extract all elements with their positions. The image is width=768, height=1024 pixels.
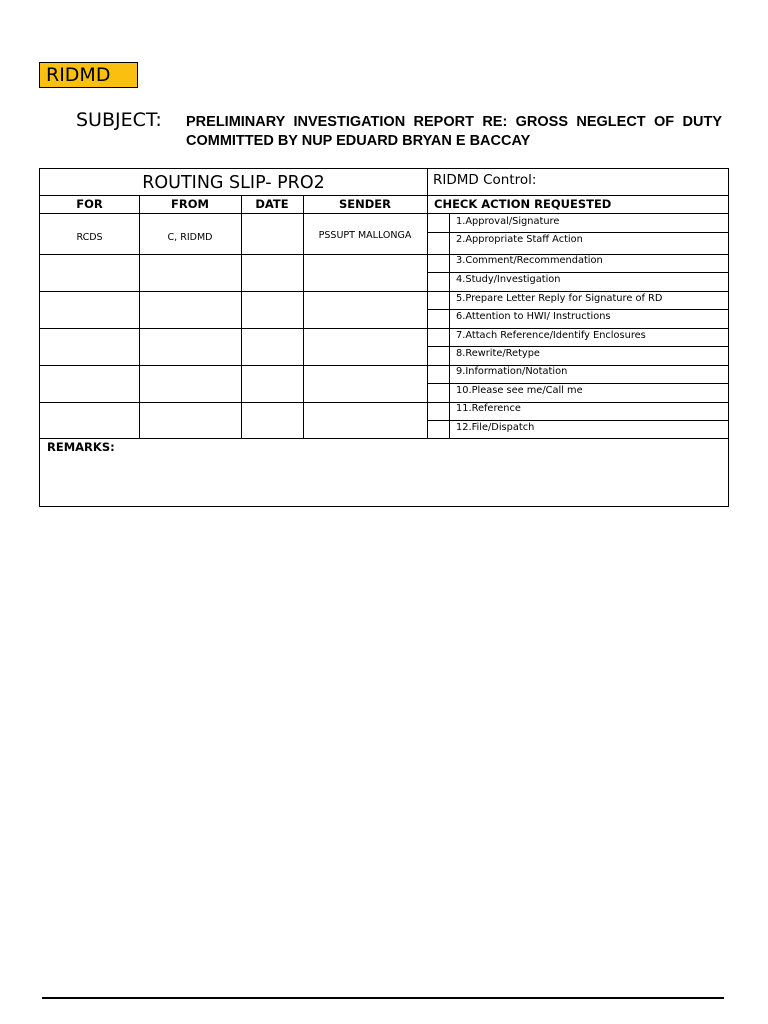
checkbox-column-divider	[449, 213, 450, 438]
control-number-label: RIDMD Control:	[433, 172, 537, 188]
row1-from: C, RIDMD	[167, 232, 213, 243]
row1-sender: PSSUPT MALLONGA	[318, 230, 412, 241]
column-divider	[427, 169, 428, 438]
routing-slip-table	[39, 168, 729, 507]
column-header-for: FOR	[76, 197, 103, 211]
column-header-date: DATE	[255, 197, 289, 211]
row1-for: RCDS	[76, 232, 103, 243]
action-item: 3.Comment/Recommendation	[456, 255, 603, 266]
remarks-divider	[40, 438, 728, 439]
action-item: 10.Please see me/Call me	[456, 385, 583, 396]
subject-text: PRELIMINARY INVESTIGATION REPORT RE: GROSS NEGLECT OF DUTY COMMITTED BY NUP EDUARD BRYAN E BACCAY	[186, 114, 722, 149]
action-item: 6.Attention to HWI/ Instructions	[456, 311, 611, 322]
row-divider	[40, 402, 728, 403]
column-header-divider	[40, 213, 728, 214]
action-item: 5.Prepare Letter Reply for Signature of RD	[456, 293, 663, 304]
action-item: 1.Approval/Signature	[456, 216, 560, 227]
column-header-from: FROM	[171, 197, 209, 211]
action-item: 8.Rewrite/Retype	[456, 348, 540, 359]
footer-rule	[42, 997, 724, 999]
check-action-header: CHECK ACTION REQUESTED	[434, 197, 612, 211]
remarks-label: REMARKS:	[47, 440, 115, 454]
action-item: 4.Study/Investigation	[456, 274, 561, 285]
action-item: 2.Appropriate Staff Action	[456, 234, 583, 245]
column-header-sender: SENDER	[338, 197, 392, 211]
action-item: 7.Attach Reference/Identify Enclosures	[456, 330, 646, 341]
row-divider	[40, 254, 728, 255]
action-item: 11.Reference	[456, 403, 521, 414]
row-divider	[40, 365, 728, 366]
office-tag: RIDMD	[39, 62, 138, 88]
action-item: 9.Information/Notation	[456, 366, 568, 377]
subject-label: SUBJECT:	[76, 109, 162, 131]
column-divider	[241, 195, 242, 438]
routing-slip-title: ROUTING SLIP- PRO2	[142, 173, 325, 193]
action-item: 12.File/Dispatch	[456, 422, 535, 433]
